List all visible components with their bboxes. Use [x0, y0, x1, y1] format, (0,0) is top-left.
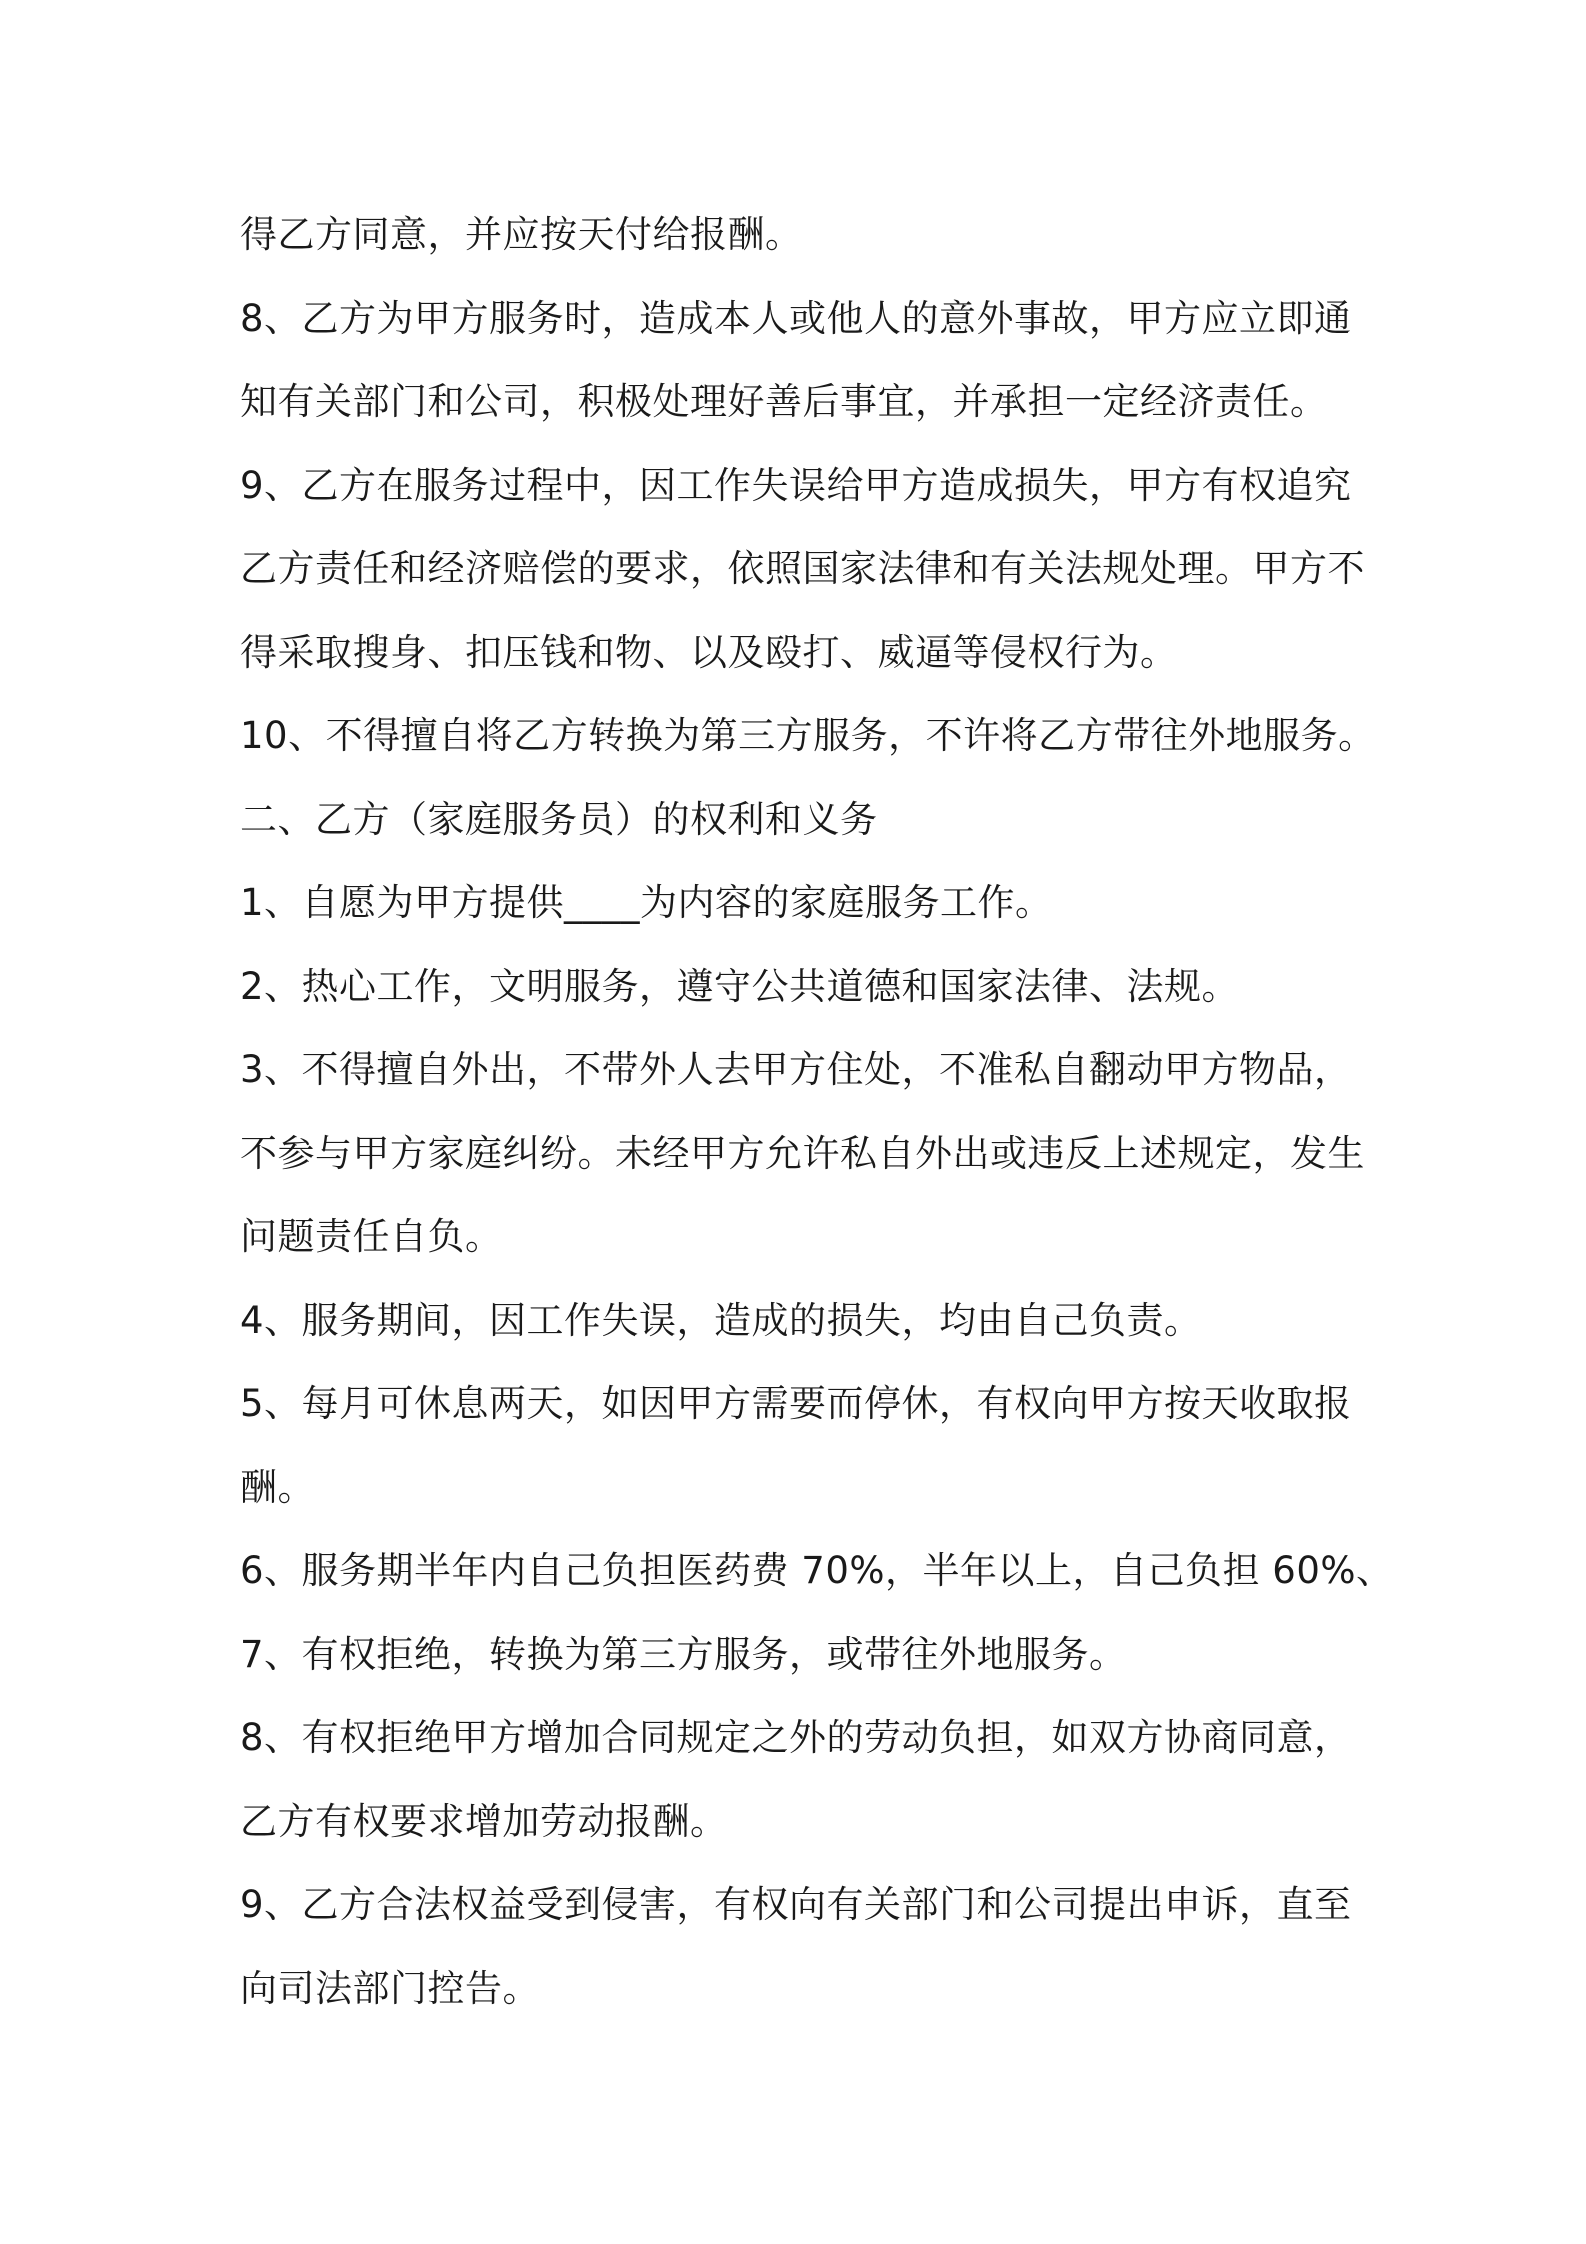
text-line: 10、不得擅自将乙方转换为第三方服务，不许将乙方带往外地服务。 [240, 714, 1376, 757]
text-line: 向司法部门控告。 [240, 1966, 540, 2010]
text-line: 4、服务期间，因工作失误，造成的损失，均由自己负责。 [240, 1298, 1202, 1342]
text-line: 乙方责任和经济赔偿的要求，依照国家法律和有关法规处理。甲方不 [240, 547, 1365, 590]
text-line: 5、每月可休息两天，如因甲方需要而停休，有权向甲方按天收取报 [240, 1382, 1352, 1425]
section-heading: 二、乙方（家庭服务员）的权利和义务 [240, 797, 878, 841]
text-line: 知有关部门和公司，积极处理好善后事宜，并承担一定经济责任。 [240, 380, 1328, 423]
text-line: 9、乙方合法权益受到侵害，有权向有关部门和公司提出申诉，直至 [240, 1883, 1352, 1926]
document-body [240, 193, 1394, 2030]
text-line: 8、乙方为甲方服务时，造成本人或他人的意外事故，甲方应立即通 [240, 296, 1352, 340]
text-line: 8、有权拒绝甲方增加合同规定之外的劳动负担，如双方协商同意， [240, 1716, 1352, 1759]
text-line: 酬。 [240, 1465, 315, 1509]
text-line: 6、服务期半年内自己负担医药费 70%，半年以上，自己负担 60%、 [240, 1549, 1394, 1592]
text-line: 1、自愿为甲方提供____为内容的家庭服务工作。 [240, 881, 1053, 924]
text-line: 得乙方同意，并应按天付给报酬。 [240, 213, 803, 256]
text-line: 问题责任自负。 [240, 1215, 503, 1258]
text-line: 乙方有权要求增加劳动报酬。 [240, 1799, 728, 1843]
text-line: 2、热心工作，文明服务，遵守公共道德和国家法律、法规。 [240, 964, 1240, 1008]
text-line: 9、乙方在服务过程中，因工作失误给甲方造成损失，甲方有权追究 [240, 463, 1352, 507]
text-line: 不参与甲方家庭纠纷。未经甲方允许私自外出或违反上述规定，发生 [240, 1131, 1365, 1175]
text-line: 3、不得擅自外出，不带外人去甲方住处，不准私自翻动甲方物品， [240, 1048, 1352, 1091]
text-line: 7、有权拒绝，转换为第三方服务，或带往外地服务。 [240, 1632, 1127, 1676]
text-line: 得采取搜身、扣压钱和物、以及殴打、威逼等侵权行为。 [240, 630, 1178, 674]
